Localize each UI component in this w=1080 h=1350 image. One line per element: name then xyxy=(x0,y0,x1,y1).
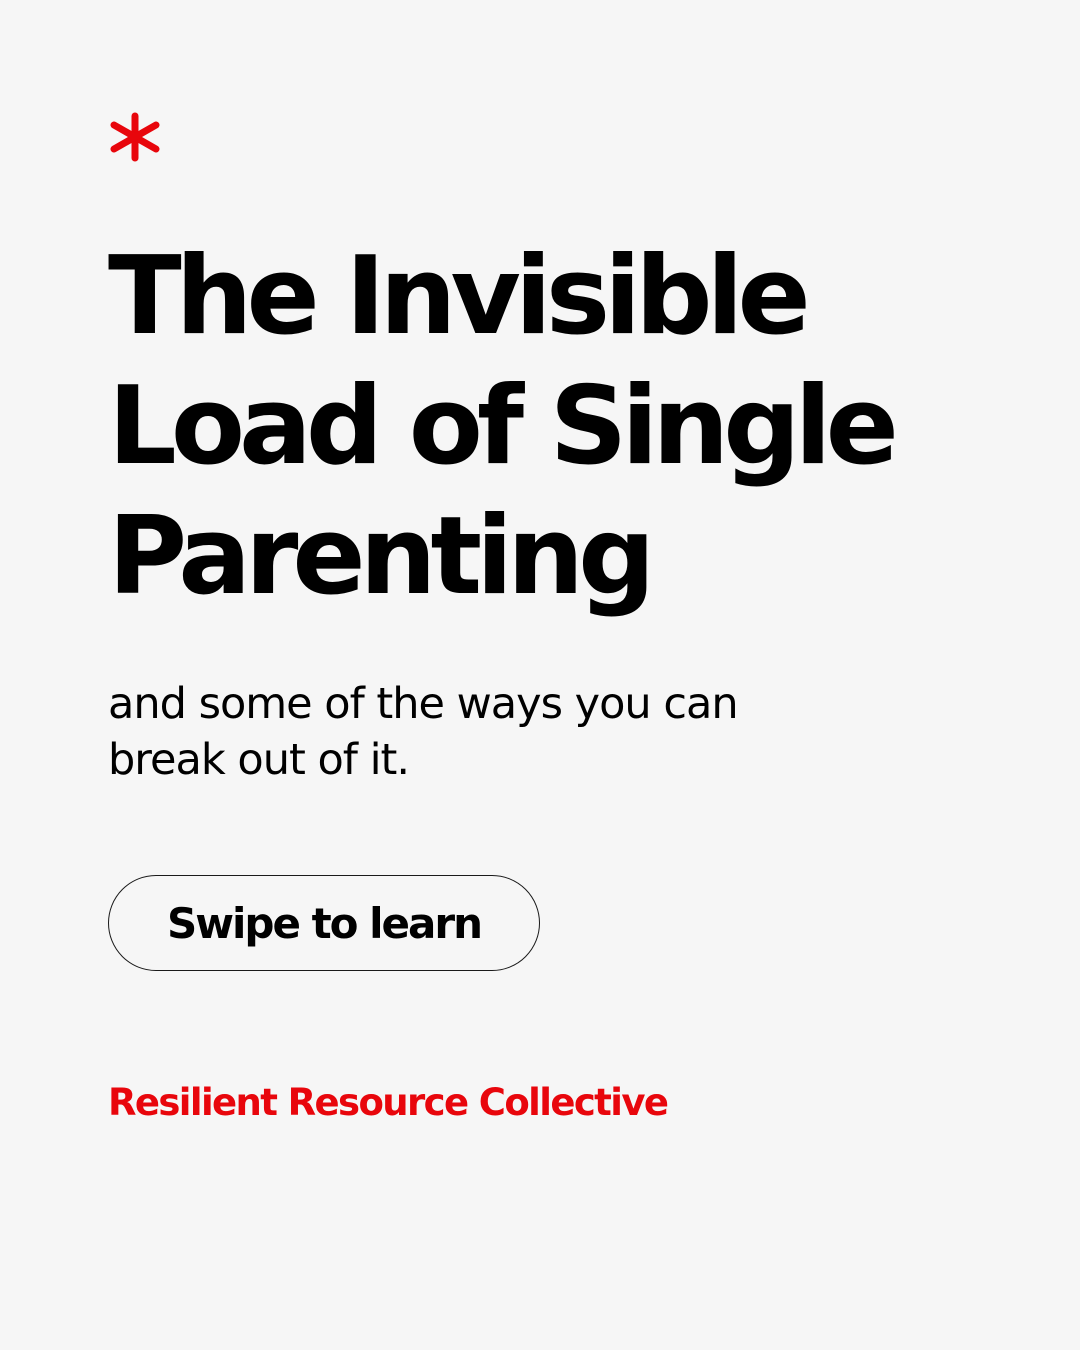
subtitle xyxy=(108,676,868,788)
title-line: The Invisible xyxy=(108,234,805,359)
title-line: Parenting xyxy=(108,494,650,619)
swipe-button-label: Swipe to learn xyxy=(166,898,481,948)
subtitle-line: break out of it. xyxy=(108,735,410,785)
title-line: Load of Single xyxy=(108,364,893,489)
asterisk-icon xyxy=(108,112,162,162)
page-title xyxy=(108,232,1008,622)
brand-name: Resilient Resource Collective xyxy=(108,1081,668,1124)
subtitle-line: and some of the ways you can xyxy=(108,679,738,729)
swipe-to-learn-button[interactable] xyxy=(108,875,540,971)
